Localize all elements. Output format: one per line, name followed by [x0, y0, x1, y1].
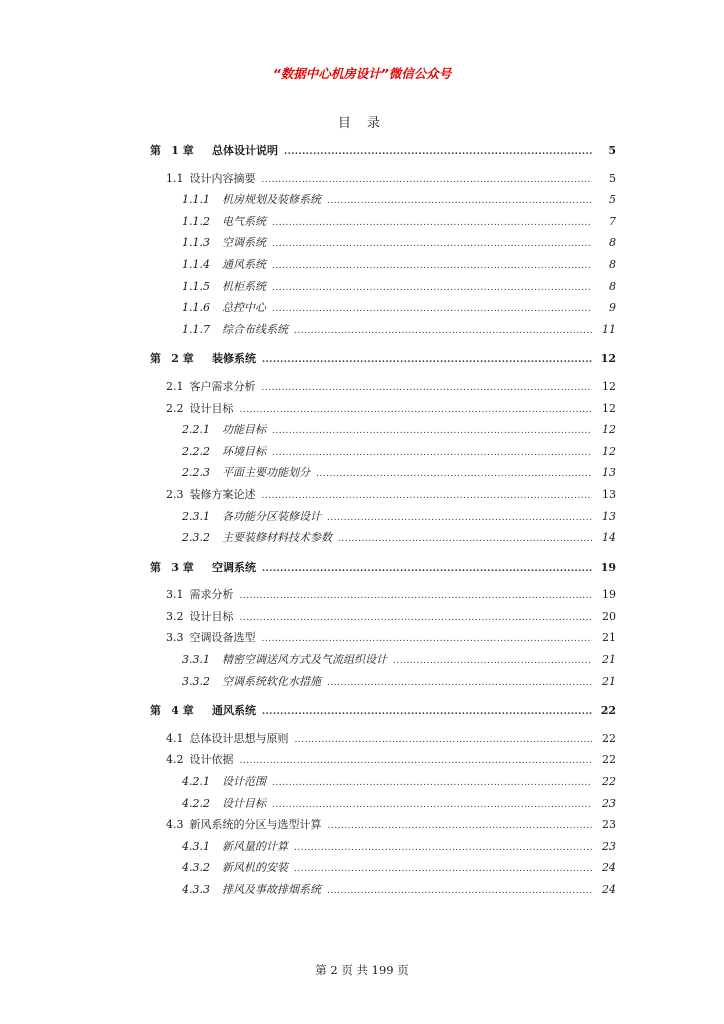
toc-entry-page: 12	[602, 379, 616, 393]
toc-entry-title: 客户需求分析	[189, 379, 256, 393]
toc-entry-title: 总体设计说明	[212, 144, 278, 157]
toc-entry-number: 1.1.6	[182, 301, 210, 315]
toc-entry-page: 24	[602, 883, 616, 896]
toc-entry-number: 2.1	[166, 379, 184, 393]
toc-entry-page: 24	[602, 861, 616, 875]
toc-entry-page: 5	[608, 144, 616, 157]
toc-chapter-entry[interactable]	[150, 700, 616, 722]
toc-dot-leader	[295, 730, 593, 752]
toc-entry[interactable]	[150, 771, 616, 793]
toc-entry-title: 机柜系统	[222, 279, 266, 293]
toc-entry-number: 2.2	[166, 401, 184, 415]
toc-entry-title: 平面主要功能划分	[222, 466, 310, 480]
toc-entry-number: 4.3.1	[182, 839, 210, 853]
toc-entry-page: 21	[602, 674, 616, 688]
toc-entry-number: 1.1.7	[182, 322, 210, 336]
toc-chapter-entry[interactable]	[150, 557, 616, 579]
toc-entry-title: 设计依据	[189, 753, 234, 767]
toc-entry[interactable]	[150, 398, 616, 420]
toc-entry-page: 22	[602, 753, 616, 767]
toc-dot-leader	[240, 751, 593, 773]
toc-entry-number: 2.3.1	[182, 509, 210, 523]
toc-chapter-suffix: 章	[182, 560, 194, 574]
toc-entry-title: 电气系统	[222, 214, 266, 228]
toc-dot-leader	[262, 486, 593, 508]
toc-entry-number: 2.2.3	[182, 466, 210, 480]
toc-entry-page: 8	[609, 257, 616, 271]
toc-dot-leader	[240, 586, 593, 608]
toc-chapter-num: 4	[171, 704, 179, 718]
toc-entry-page: 5	[609, 171, 616, 185]
toc-entry-page: 9	[609, 301, 616, 315]
toc-entry-title: 设计范围	[222, 775, 266, 789]
toc-entry[interactable]	[150, 276, 616, 298]
toc-entry-title: 综合布线系统	[222, 322, 288, 336]
toc-entry[interactable]	[150, 814, 616, 836]
toc-entry-number: 3.3.1	[182, 653, 210, 667]
toc-entry-number: 1.1.4	[182, 257, 210, 271]
toc-entry[interactable]	[150, 857, 616, 879]
toc-entry[interactable]	[150, 836, 616, 858]
toc-entry-page: 20	[602, 609, 616, 623]
toc-chapter-suffix: 章	[182, 352, 194, 366]
toc-entry-page: 13	[602, 487, 616, 501]
toc-chapter-number	[150, 700, 206, 722]
toc-chapter-suffix: 章	[182, 704, 194, 718]
toc-chapter-prefix: 第	[150, 144, 161, 157]
toc-entry-number: 1.1.2	[182, 214, 210, 228]
toc-entry[interactable]	[150, 793, 616, 815]
toc-entry-number: 1.1	[166, 171, 184, 185]
toc-entry-page: 13	[602, 466, 616, 480]
toc-title: 目 录	[337, 116, 387, 131]
toc-dot-leader	[262, 559, 592, 581]
toc-entry-page: 22	[602, 775, 616, 789]
toc-entry[interactable]	[150, 419, 616, 441]
toc-chapter-prefix: 第	[150, 352, 161, 366]
toc-entry[interactable]	[150, 606, 616, 628]
toc-entry[interactable]	[150, 462, 616, 484]
toc-entry-page: 21	[602, 653, 616, 667]
toc-dot-leader	[338, 529, 592, 551]
toc-chapter-num: 1	[171, 144, 179, 157]
toc-chapter-num: 3	[171, 560, 179, 574]
toc-entry-title: 通风系统	[222, 257, 266, 271]
toc-entry-number: 1.1.5	[182, 279, 210, 293]
toc-entry-title: 新风机的安装	[222, 861, 288, 875]
toc-entry[interactable]	[150, 168, 616, 190]
toc-entry[interactable]	[150, 376, 616, 398]
toc-entry-number: 4.2	[166, 753, 184, 767]
toc-entry-title: 设计目标	[189, 401, 234, 415]
toc-entry-number: 4.3	[166, 818, 184, 832]
toc-entry-page: 14	[602, 531, 616, 545]
toc-entry-page: 19	[600, 560, 616, 574]
toc-dot-leader	[262, 170, 593, 192]
toc-dot-leader	[327, 508, 592, 530]
toc-dot-leader	[327, 673, 592, 695]
toc-entry[interactable]	[150, 484, 616, 506]
toc-dot-leader	[240, 608, 593, 630]
toc-dot-leader	[294, 859, 592, 881]
toc-entry-number: 2.3.2	[182, 531, 210, 545]
toc-entry-page: 7	[609, 214, 616, 228]
toc-entry[interactable]	[150, 728, 616, 750]
toc-chapter-prefix: 第	[150, 560, 161, 574]
toc-entry[interactable]	[150, 506, 616, 528]
toc-entry-number: 1.1.1	[182, 193, 210, 207]
toc-chapter-suffix: 章	[182, 144, 194, 157]
toc-dot-leader	[272, 299, 592, 321]
toc-entry[interactable]	[150, 297, 616, 319]
toc-entry-number: 3.3	[166, 631, 184, 645]
toc-chapter-number	[150, 348, 206, 370]
toc-entry[interactable]	[150, 232, 616, 254]
toc-entry[interactable]	[150, 189, 616, 211]
toc-chapter-prefix: 第	[150, 704, 161, 718]
document-header: “数据中心机房设计”微信公众号	[272, 66, 452, 81]
toc-entry-page: 19	[602, 588, 616, 602]
toc-dot-leader	[240, 400, 593, 422]
toc-entry-page: 23	[602, 839, 616, 853]
toc-entry[interactable]	[150, 749, 616, 771]
toc-entry-title: 空调系统软化水措施	[222, 674, 321, 688]
toc-chapter-num: 2	[171, 352, 179, 366]
toc-entry-page: 12	[600, 352, 616, 366]
toc-chapter-number	[150, 140, 206, 162]
toc-entry[interactable]	[150, 441, 616, 463]
toc-dot-leader	[272, 278, 592, 300]
toc-entry-page: 13	[602, 509, 616, 523]
toc-dot-leader	[272, 443, 592, 465]
toc-entry-title: 设计目标	[222, 796, 266, 810]
toc-entry-title: 新风量的计算	[222, 839, 288, 853]
toc-dot-leader	[272, 773, 592, 795]
toc-entry-title: 主要装修材料技术参数	[222, 531, 332, 545]
toc-entry[interactable]	[150, 254, 616, 276]
toc-entry-number: 4.3.3	[182, 883, 210, 896]
toc-dot-leader	[262, 350, 592, 372]
toc-chapter-entry[interactable]	[150, 348, 616, 370]
toc-entry-page: 23	[602, 796, 616, 810]
toc-entry-title: 各功能分区装修设计	[222, 509, 321, 523]
toc-entry-page: 11	[602, 322, 616, 336]
toc-dot-leader	[294, 838, 592, 860]
toc-entry-number: 3.2	[166, 609, 184, 623]
toc-entry-title: 需求分析	[189, 588, 234, 602]
toc-dot-leader	[272, 213, 592, 235]
toc-dot-leader	[272, 234, 592, 256]
toc-dot-leader	[272, 256, 592, 278]
page-footer: 第 2 页 共 199 页	[315, 963, 409, 977]
toc-entry-title: 总控中心	[222, 301, 266, 315]
toc-entry-number: 4.2.2	[182, 796, 210, 810]
toc-entry[interactable]	[150, 649, 616, 671]
toc-entry-number: 3.1	[166, 588, 184, 602]
toc-entry-title: 空调系统	[212, 560, 256, 574]
toc-entry-title: 排风及事故排烟系统	[222, 883, 321, 896]
toc-entry-title: 设计内容摘要	[189, 171, 256, 185]
toc-entry[interactable]	[150, 627, 616, 649]
toc-entry-title: 空调系统	[222, 236, 266, 250]
toc-entry-number: 4.2.1	[182, 775, 210, 789]
toc-dot-leader	[262, 629, 593, 651]
toc-entry-number: 4.1	[166, 731, 184, 745]
toc-chapter-number	[150, 557, 206, 579]
toc-entry-title: 总体设计思想与原则	[189, 731, 289, 745]
toc-dot-leader	[327, 881, 592, 903]
toc-entry-number: 4.3.2	[182, 861, 210, 875]
toc-dot-leader	[316, 464, 592, 486]
toc-dot-leader	[272, 421, 592, 443]
toc-dot-leader	[262, 378, 593, 400]
toc-entry-page: 22	[600, 704, 616, 718]
toc-entry-page: 12	[602, 401, 616, 415]
toc-entry[interactable]	[150, 584, 616, 606]
toc-dot-leader	[327, 191, 592, 213]
toc-entry-title: 设计目标	[189, 609, 234, 623]
toc-entry-page: 12	[602, 423, 616, 437]
toc-entry-title: 新风系统的分区与选型计算	[189, 818, 322, 832]
table-of-contents	[150, 140, 616, 901]
toc-entry-number: 2.3	[166, 487, 184, 501]
toc-entry-title: 空调设备选型	[189, 631, 256, 645]
toc-entry-page: 12	[602, 444, 616, 458]
toc-entry-page: 23	[602, 818, 616, 832]
toc-entry-page: 5	[609, 193, 616, 207]
toc-entry-title: 环境目标	[222, 444, 266, 458]
toc-dot-leader	[272, 795, 592, 817]
toc-entry-title: 精密空调送风方式及气流组织设计	[222, 653, 387, 667]
toc-entry-number: 2.2.2	[182, 444, 210, 458]
toc-dot-leader	[393, 651, 592, 673]
toc-dot-leader	[328, 816, 593, 838]
toc-entry[interactable]	[150, 879, 616, 901]
toc-entry-page: 21	[602, 631, 616, 645]
toc-entry-page: 8	[609, 279, 616, 293]
toc-dot-leader	[262, 702, 592, 724]
toc-entry-page: 22	[602, 731, 616, 745]
toc-entry-number: 3.3.2	[182, 674, 210, 688]
toc-entry[interactable]	[150, 527, 616, 549]
toc-entry-page: 8	[609, 236, 616, 250]
toc-entry-title: 功能目标	[222, 423, 266, 437]
toc-chapter-entry[interactable]	[150, 140, 616, 162]
toc-dot-leader	[284, 142, 592, 164]
toc-entry-number: 2.2.1	[182, 423, 210, 437]
toc-dot-leader	[294, 321, 592, 343]
toc-entry-title: 装修方案论述	[189, 487, 256, 501]
toc-entry-title: 装修系统	[212, 352, 256, 366]
toc-entry[interactable]	[150, 671, 616, 693]
toc-entry-title: 通风系统	[212, 704, 256, 718]
toc-entry[interactable]	[150, 211, 616, 233]
toc-entry[interactable]	[150, 319, 616, 341]
toc-entry-title: 机房规划及装修系统	[222, 193, 321, 207]
toc-entry-number: 1.1.3	[182, 236, 210, 250]
